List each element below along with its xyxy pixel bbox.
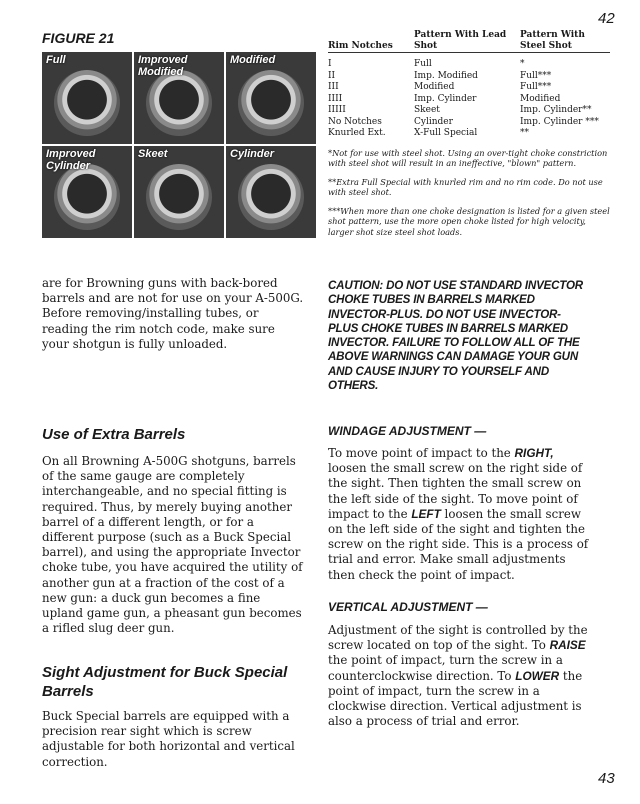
tile-label: Full [46,54,66,66]
table-cell: No Notches [328,116,382,127]
choke-tube-image [238,70,304,136]
table-row [328,94,610,106]
table-footnote: ***When more than one choke designation is listed for a given steel shot pattern, use the more open choke listed for high velocity, larger shot size steel shot loads. [328,205,610,237]
choke-tube-image [54,70,120,136]
intro-paragraph: are for Browning guns with back-bored barrels and are not for use on your A-500G. Before removing/installing tubes, or reading the rim notch code, make sure your shotgun is fully unloaded. [42,276,304,351]
windage-heading: WINDAGE ADJUSTMENT — [328,424,487,438]
rim-notch-table [328,30,610,140]
table-cell: II [328,70,336,81]
keyword-raise: RAISE [549,638,586,653]
table-cell: Full*** [520,82,552,92]
choke-tile-cylinder [226,146,316,238]
choke-tube-image [54,164,120,230]
table-cell: Imp. Cylinder *** [520,116,599,127]
page-number-top: 42 [598,10,615,27]
table-cell: I [328,59,332,69]
table-row [328,128,610,140]
table-cell: Knurled Ext. [328,128,386,138]
choke-tile-modified [226,52,316,144]
caution-warning: CAUTION: DO NOT USE STANDARD INVECTOR CHOKE TUBES IN BARRELS MARKED INVECTOR-PLUS. DO NOT USE INVECTOR-PLUS CHOKE TUBES IN BARRELS MARKED INVECTOR. FAILURE TO FOLLOW ALL OF THE ABOVE WARNINGS CAN DAMAGE YOUR GUN AND CAUSE INJURY TO YOURSELF AND OTHERS. [328,279,583,393]
table-cell: Modified [414,82,455,92]
choke-tile-skeet [134,146,224,238]
sight-adjustment-paragraph: Buck Special barrels are equipped with a precision rear sight which is screw adjustable for both horizontal and vertical correction. [42,709,295,769]
extra-barrels-paragraph: On all Browning A-500G shotguns, barrels of the same gauge are completely interchangeable, and no special fitting is required. Thus, by merely buying another barrel of a different length, or for a different purpose (such as a Buck Special barrel), and using the appropriate Invector choke tube, you have acquired the utility of another gun at a fraction of the cost of a new gun: a duck gun becomes a fine upland game gun, a pheasant gun becomes a rifled slug deer gun. [42,454,303,636]
extra-barrels-heading: Use of Extra Barrels [42,426,186,443]
table-cell: IIII [328,93,343,104]
choke-tile-full [42,52,132,144]
tile-label: Modified [230,54,276,66]
vertical-heading: VERTICAL ADJUSTMENT — [328,600,488,614]
table-cell: Imp. Modified [414,70,478,81]
keyword-lower: LOWER [515,668,560,683]
table-cell: IIIII [328,105,346,115]
table-header-row [328,30,610,53]
table-row [328,105,610,117]
tile-label: Cylinder [230,148,275,160]
table-row [328,59,610,71]
table-cell: * [520,59,525,69]
tile-label: Improved Modified [138,54,188,78]
tile-label: Improved Cylinder [46,148,96,172]
table-row [328,82,610,94]
choke-tube-image [146,164,212,230]
table-row [328,71,610,83]
column-header: Rim Notches [328,41,393,51]
table-footnote: **Extra Full Special with knurled rim and no rim code. Do not use with steel shot. [328,176,603,197]
windage-paragraph: To move point of impact to the RIGHT, loosen the small screw on the right side of the sight. Then tighten the small screw on the left side of the sight. To move point of impact to the LEFT loosen the small screw on the left side of the sight and tighten the screw on the right side. This is a process of trial and error. Make small adjustments then check the point of impact. [328,446,589,582]
table-cell: ** [520,128,529,138]
choke-tile-improved-modified [134,52,224,144]
keyword-right: RIGHT, [514,446,554,460]
table-cell: Full [414,59,432,69]
table-row [328,117,610,129]
figure-title: FIGURE 21 [42,30,115,46]
column-header: Pattern With Steel Shot [520,30,585,51]
table-cell: III [328,82,339,92]
rim-notch-table-block [328,30,610,237]
page-number-bottom: 43 [598,770,615,787]
choke-tube-photo-grid [42,52,316,238]
table-cell: X-Full Special [414,128,478,138]
keyword-left: LEFT [411,506,441,521]
choke-tile-improved-cylinder [42,146,132,238]
table-footnote: *Not for use with steel shot. Using an over-tight choke constriction with steel shot will result in an ineffective, "blown" pattern. [328,147,608,168]
choke-tube-image [238,164,304,230]
choke-tube-image [146,70,212,136]
column-header: Pattern With Lead Shot [414,30,507,51]
table-cell: Modified [520,93,561,104]
vertical-paragraph: Adjustment of the sight is controlled by the screw located on top of the sight. To RAISE the point of impact, turn the screw in a counterclockwise direction. To LOWER the point of impact, turn the screw in a clockwise direction. Vertical adjustment is also a process of trial and error. [328,623,588,729]
table-cell: Skeet [414,105,440,115]
tile-label: Skeet [138,148,168,160]
table-cell: Cylinder [414,116,453,127]
table-cell: Imp. Cylinder** [520,105,592,115]
table-cell: Full*** [520,70,552,81]
table-cell: Imp. Cylinder [414,93,477,104]
sight-adjustment-heading: Sight Adjustment for Buck Special Barrels [42,664,288,700]
